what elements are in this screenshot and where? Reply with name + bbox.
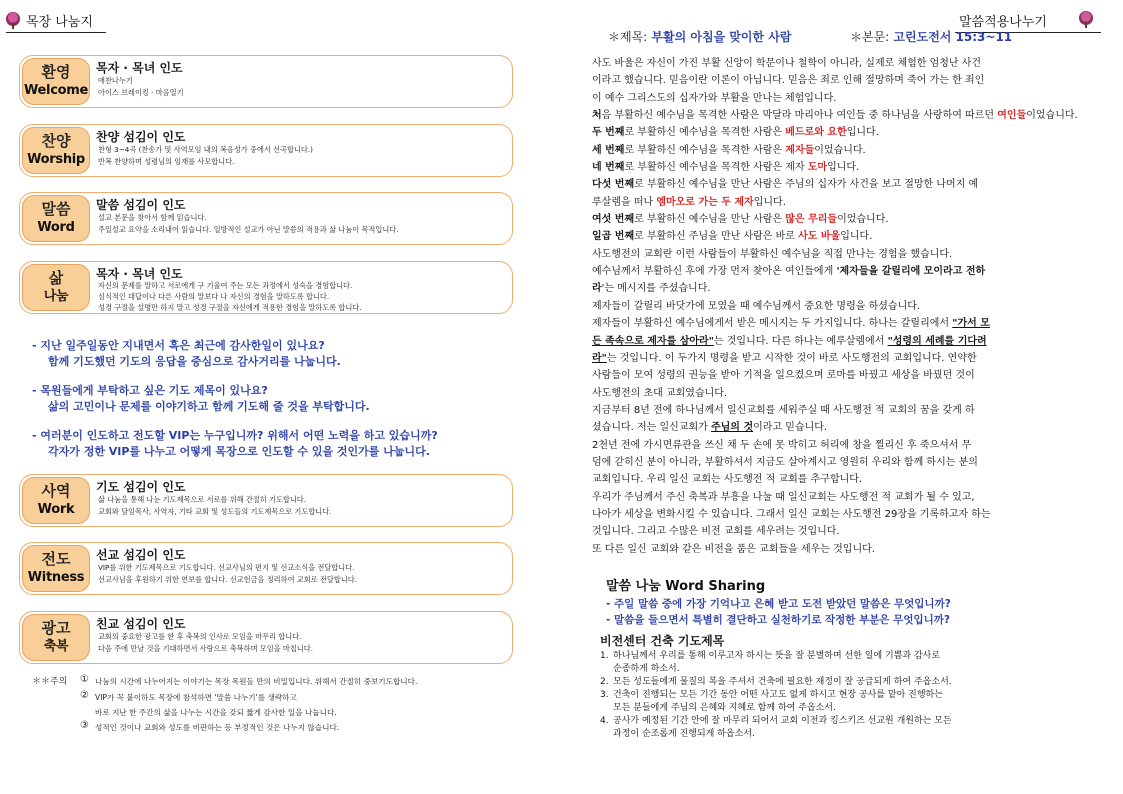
prayer-number: 1. (600, 651, 609, 661)
section-badge (22, 58, 90, 105)
sermon-passage-line (850, 28, 1012, 45)
body-text: 우리가 주님께서 주신 축복과 부흥을 나눌 때 일신교회는 사도행전 적 교회가 될 수 있고, (592, 491, 975, 503)
sermon-text-line (592, 489, 1050, 506)
body-text: 라" (592, 352, 607, 364)
body-text: 주님의 것 (710, 422, 754, 434)
prayer-text: 공사가 예정된 기간 안에 잘 마무리 되어서 교회 이전과 킹스키즈 선교원 개원하는 모든 (613, 716, 952, 726)
share-question: - 목원들에게 부탁하고 싶은 기도 제목이 있나요? (32, 384, 268, 397)
body-text: 지금부터 8년 전에 하나님께서 일신교회를 세워주실 때 사도행전 적 교회의 꿈을 갖게 하 (592, 404, 975, 416)
body-text: 여섯 번째 (592, 214, 635, 226)
body-text: 셨습니다. 저는 일신교회가 (592, 422, 711, 434)
sermon-text-line (592, 437, 1050, 454)
prayer-item (600, 715, 1040, 728)
body-text: 두 번째 (592, 127, 625, 139)
note-text: 나눔의 시간에 나누어지는 이야기는 목장 목원들 만의 비밀입니다. 위해서 간절히 중보기도합니다. (95, 677, 418, 686)
section-card (19, 55, 513, 108)
sermon-text-line (592, 298, 1050, 315)
sermon-text-line (592, 228, 1050, 245)
sermon-text-line (592, 454, 1050, 471)
sermon-text-line (592, 350, 1050, 367)
note-text: 성적인 것이나 교회와 성도를 비판하는 등 부정적인 것은 나누지 않습니다. (95, 723, 340, 732)
body-text: 로 부활하신 주님을 만난 사람은 바로 (634, 231, 799, 243)
sermon-title: 부활의 아침을 맞이한 사람 (651, 30, 792, 44)
section-badge-korean: 삶 (48, 269, 64, 287)
sermon-text-line (592, 419, 1050, 436)
sermon-text-line (592, 107, 1078, 124)
share-question-detail: 삶의 고민이나 문제를 이야기하고 함께 기도해 줄 것을 부탁합니다. (48, 400, 370, 413)
prayer-number: 4. (600, 716, 609, 726)
prayer-text: 모든 성도들에게 물질의 복을 주셔서 건축에 필요한 재정이 잘 공급되게 하여 주옵소서. (613, 677, 952, 687)
section-leader: 목자 · 목녀 인도 (96, 61, 183, 75)
body-text: 교회입니다. 우리 일신 교회는 사도행전 적 교회를 추구합니다. (592, 474, 863, 486)
sermon-text-line (592, 159, 1050, 176)
body-text: 로 부활하신 예수님을 목격한 사람은 (624, 127, 786, 139)
section-detail-line: 주일설교 요약을 소리내어 읽습니다. 일방적인 설교가 아닌 말씀의 적용과 삶 나눔이 목적입니다. (98, 225, 399, 234)
prayer-item (600, 689, 1040, 702)
sermon-title-line (608, 28, 791, 45)
right-header-title: 말씀적용나누기 (959, 15, 1047, 30)
sermon-summary (592, 55, 1078, 558)
body-text: 로 부활하신 예수님을 목격한 사람은 제자 (624, 162, 808, 174)
section-detail-line: 애찬나누기 (98, 76, 133, 85)
section-leader: 말씀 섬김이 인도 (96, 198, 186, 212)
sermon-text-line (592, 90, 1050, 107)
word-sharing-title: 말씀 나눔 Word Sharing (606, 579, 766, 594)
section-leader: 찬양 섬김이 인도 (96, 130, 186, 144)
body-text: 제자들이 갈릴리 바닷가에 모였을 때 예수님께서 중요한 명령을 하셨습니다. (592, 300, 921, 312)
section-badge-english: Word (37, 220, 75, 235)
body-text: 음 부활하신 예수님을 목격한 사람은 막달라 마리아나 여인들 중 하나님을 사랑하여 따르던 (601, 110, 998, 122)
body-text: 든 족속으로 제자를 삼아라" (592, 335, 714, 347)
note-text: VIP가 꼭 붙이하도 목장에 참석하면 '말씀 나누기'를 생략하고 (95, 693, 297, 702)
prayer-item (600, 676, 1040, 689)
sermon-passage-label: ＊본문: (850, 30, 890, 44)
sermon-passage: 고린도전서 15:3~11 (893, 30, 1013, 44)
prayer-item (600, 650, 1040, 663)
body-text: 루살렘을 떠나 (592, 196, 657, 208)
section-card (19, 542, 513, 595)
prayer-text: 하나님께서 우리를 통해 이루고자 하시는 뜻을 잘 분별하며 선한 일에 기쁨과 감사로 (613, 651, 941, 661)
note-number: ② (80, 690, 89, 701)
section-detail-line: VIP를 위한 기도제목으로 기도합니다. 선교사님의 편지 및 선교소식을 전달합니다. (98, 563, 355, 572)
section-badge-english: Witness (27, 570, 85, 585)
body-text: 또 다른 일신 교회와 같은 비전을 품은 교회들을 세우는 것입니다. (592, 543, 875, 555)
body-text: 라 (592, 283, 602, 295)
notes-prefix: ＊＊주의 (32, 677, 68, 687)
sermon-text-line (592, 246, 1050, 263)
body-text: 처 (592, 110, 602, 122)
body-text: 나아가 세상을 변화시킬 수 있습니다. 그래서 일신 교회는 사도행전 29장을 기록하고자 하는 (592, 508, 991, 520)
sermon-text-line (592, 541, 1050, 558)
body-text: 이었습니다. (814, 144, 866, 156)
prayer-text: 건축이 진행되는 모든 기간 동안 어떤 사고도 없게 하시고 현장 공사를 맡아 진행하는 (613, 690, 943, 700)
highlight-text: 사도 바울 (798, 231, 841, 243)
section-badge (22, 264, 90, 311)
body-text: 입니다. (840, 231, 873, 243)
section-detail-line: 선교사님을 후원하기 위한 연보를 합니다. 선교헌금을 정리하여 교회로 전달합니다. (98, 575, 357, 584)
section-badge-korean: 광고 (41, 619, 71, 637)
tree-logo-icon (6, 12, 20, 26)
body-text: 로 부활하신 예수님을 만난 사람은 (634, 214, 786, 226)
body-text: 이었습니다. (1026, 110, 1078, 122)
sermon-text-line (592, 194, 1050, 211)
body-text: 입니다. (827, 162, 860, 174)
share-question-detail: 각자가 정한 VIP를 나누고 어떻게 목장으로 인도할 수 있을 것인가를 나눕니다. (48, 445, 430, 458)
body-text: 사도 바울은 자신이 가진 부활 신앙이 학문이나 철학이 아니라, 실제로 체험한 엄청난 사건 (592, 58, 982, 69)
sermon-text-line (592, 333, 1050, 350)
body-text: "성령의 세례를 기다려 (887, 335, 987, 347)
section-detail-line: 반복 찬양하며 성령님의 임재를 사모합니다. (98, 157, 235, 166)
note-text: 바로 지난 한 주간의 삶을 나누는 시간을 갖되 짧게 감사한 일을 나눕니다. (95, 708, 337, 717)
highlight-text: 여인들 (997, 110, 1027, 122)
sermon-text-line (592, 506, 1050, 523)
tree-logo-icon (1079, 11, 1093, 25)
highlight-text: 엠마오로 가는 두 제자 (656, 196, 754, 208)
highlight-text: 베드로와 요한 (785, 127, 847, 139)
section-detail-line: 교회의 중요한 광고를 한 후 축복의 인사로 모임을 마무리 합니다. (98, 632, 302, 641)
body-text: 사람들이 모여 성령의 권능을 받아 기적을 일으켰으며 로마를 바꿨고 세상을 바꿨던 것이 (592, 370, 975, 382)
body-text: 이라고 했습니다. 믿음이란 이론이 아닙니다. 믿음은 죄로 인해 절망하며 죽어 가는 한 죄인 (592, 75, 985, 87)
section-detail-line: 다음 주에 만날 것을 기대하면서 사랑으로 축복하며 모임을 마칩니다. (98, 644, 313, 653)
body-text: 네 번째 (592, 162, 625, 174)
sermon-text-line (592, 367, 1050, 384)
prayer-number: 3. (600, 690, 609, 700)
section-card (19, 474, 513, 527)
section-badge-english: Welcome (23, 83, 89, 98)
body-text: '는 메시지를 주셨습니다. (601, 283, 711, 295)
section-card (19, 611, 513, 664)
sermon-text-line (592, 72, 1050, 89)
body-text: 제자들이 부활하신 예수님에게서 받은 메시지는 두 가지입니다. 하나는 갈릴리에서 (592, 318, 953, 330)
sermon-text-line (592, 402, 1050, 419)
body-text: 로 부활하신 예수님을 만난 사람은 주님의 십자가 사건을 보고 절망한 나머지 예 (634, 179, 979, 191)
section-badge-english: Worship (27, 152, 85, 167)
section-badge-korean: 사역 (41, 482, 71, 500)
section-detail-line: 설교 본문을 찾아서 함께 읽습니다. (98, 213, 207, 222)
section-detail-line: 자신의 문제를 말하고 서로에게 구 기울여 주는 모든 과정에서 성숙을 경험합니다. (98, 281, 353, 290)
section-detail-line: 교회와 담임목사, 사역자, 기타 교회 및 성도들의 기도제목으로 기도합니다. (98, 507, 332, 516)
section-leader: 기도 섬김이 인도 (96, 480, 186, 494)
left-header-title: 목장 나눔지 (26, 15, 93, 30)
sermon-text-line (592, 211, 1050, 228)
section-detail-line: 삶 나눔을 통해 나눈 기도제목으로 서로를 위해 간절히 기도합니다. (98, 495, 307, 504)
sermon-title-label: ＊제목: (608, 30, 648, 44)
word-sharing-question-2: - 말씀을 들으면서 특별히 결단하고 실천하기로 작정한 부분은 무엇입니까? (606, 614, 950, 626)
body-text: 것입니다. 그리고 수많은 비전 교회를 세우려는 것입니다. (592, 526, 840, 538)
highlight-text: 많은 무리들 (785, 214, 838, 226)
body-text: '제자들을 갈릴리에 모이라고 전하 (836, 266, 986, 278)
section-detail-line: 성경 구절을 설명만 하지 말고 성경 구절을 자신에게 적용한 경험을 말하도록 합니다. (98, 303, 362, 312)
sermon-text-line (592, 280, 1050, 297)
sermon-text-line (592, 523, 1050, 540)
section-card (19, 261, 513, 314)
note-number: ① (80, 674, 89, 685)
section-badge-english: 축복 (43, 639, 69, 654)
body-text: 이었습니다. (837, 214, 889, 226)
sermon-text-line (592, 55, 1050, 72)
section-card (19, 192, 513, 245)
prayer-text-continued: 모든 분들에게 주님의 은혜와 지혜로 함께 하여 주옵소서. (613, 703, 836, 713)
sermon-text-line (592, 315, 1050, 332)
section-badge (22, 614, 90, 661)
body-text: 이라고 믿습니다. (753, 422, 828, 434)
body-text: 사도행전의 교회란 이런 사람들이 부활하신 예수님을 직접 만나는 경험을 했습니다. (592, 248, 953, 260)
section-leader: 목자 · 목녀 인도 (96, 267, 183, 281)
body-text: 덤에 갇히신 분이 아니라, 부활하셔서 지금도 살아계시고 영원히 우리와 함께 하시는 분의 (592, 456, 978, 468)
section-badge-korean: 환영 (41, 63, 71, 81)
body-text: 이 예수 그리스도의 십자가와 부활을 만나는 체험입니다. (592, 92, 837, 104)
note-number: ③ (80, 720, 89, 731)
body-text: 사도행전의 초대 교회였습니다. (592, 387, 728, 399)
body-text: 로 부활하신 예수님을 목격한 사람은 (624, 144, 786, 156)
sermon-text-line (592, 263, 1050, 280)
prayer-text-continued: 과정이 순조롭게 진행되게 하옵소서. (613, 729, 755, 739)
sermon-text-line (592, 176, 1050, 193)
body-text: "가서 모 (952, 318, 990, 330)
section-detail-line: 아이스 브레이킹 · 마음열기 (98, 88, 184, 97)
body-text: 는 것입니다. 다른 하나는 예루살렘에서 (713, 335, 888, 347)
prayer-text-continued: 순종하게 하소서. (613, 664, 680, 674)
sermon-text-line (592, 385, 1050, 402)
body-text: 입니다. (753, 196, 786, 208)
sermon-text-line (592, 471, 1050, 488)
body-text: 2천년 전에 가시면류관을 쓰신 채 두 손에 못 박히고 허리에 창을 찔리신 후 죽으셔서 무 (592, 439, 972, 451)
prayer-number: 2. (600, 677, 609, 687)
body-text: 입니다. (846, 127, 879, 139)
section-badge (22, 545, 90, 592)
share-question: - 지난 일주일동안 지내면서 혹은 최근에 감사한일이 있나요? (32, 339, 325, 352)
section-badge-english: Work (37, 502, 75, 517)
body-text: 예수님께서 부활하신 후에 가장 먼저 찾아온 여인들에게 (592, 266, 837, 278)
sermon-text-line (592, 124, 1050, 141)
sermon-text-line (592, 142, 1050, 159)
body-text: 일곱 번째 (592, 231, 635, 243)
highlight-text: 제자들 (785, 144, 815, 156)
share-question-detail: 함께 기도했던 기도의 응답을 중심으로 감사거리를 나눕니다. (48, 355, 341, 368)
left-header (6, 8, 106, 33)
section-detail-line: 찬형 3~4곡 (찬송가 및 사역모임 내의 복음성가 중에서 선곡합니다.) (98, 145, 313, 154)
highlight-text: 도마 (807, 162, 828, 174)
section-badge-korean: 찬양 (41, 132, 71, 150)
section-leader: 친교 섬김이 인도 (96, 617, 186, 631)
section-badge-korean: 말씀 (41, 200, 71, 218)
section-detail-line: 심식적인 대답이나 다른 사람의 말보다 나 자신의 경험을 말하도록 합니다. (98, 292, 330, 301)
share-question: - 여러분이 인도하고 전도할 VIP는 누구입니까? 위해서 어떤 노력을 하고 있습니까? (32, 429, 438, 442)
section-card (19, 124, 513, 177)
word-sharing-question-1: - 주일 말씀 중에 가장 기억나고 은혜 받고 도전 받았던 말씀은 무엇입니까? (606, 598, 951, 610)
section-badge-english: 나눔 (43, 289, 69, 304)
vision-center-title: 비전센터 건축 기도제목 (600, 634, 725, 648)
section-badge-korean: 전도 (41, 550, 71, 568)
body-text: 다섯 번째 (592, 179, 635, 191)
section-badge (22, 477, 90, 524)
section-badge (22, 127, 90, 174)
vision-prayer-list (600, 650, 1040, 741)
section-badge (22, 195, 90, 242)
body-text: 는 것입니다. 이 두가지 명령을 받고 시작한 것이 바로 사도행전의 교회입니다. 연약한 (606, 352, 977, 364)
section-leader: 선교 섬김이 인도 (96, 548, 186, 562)
body-text: 세 번째 (592, 144, 625, 156)
